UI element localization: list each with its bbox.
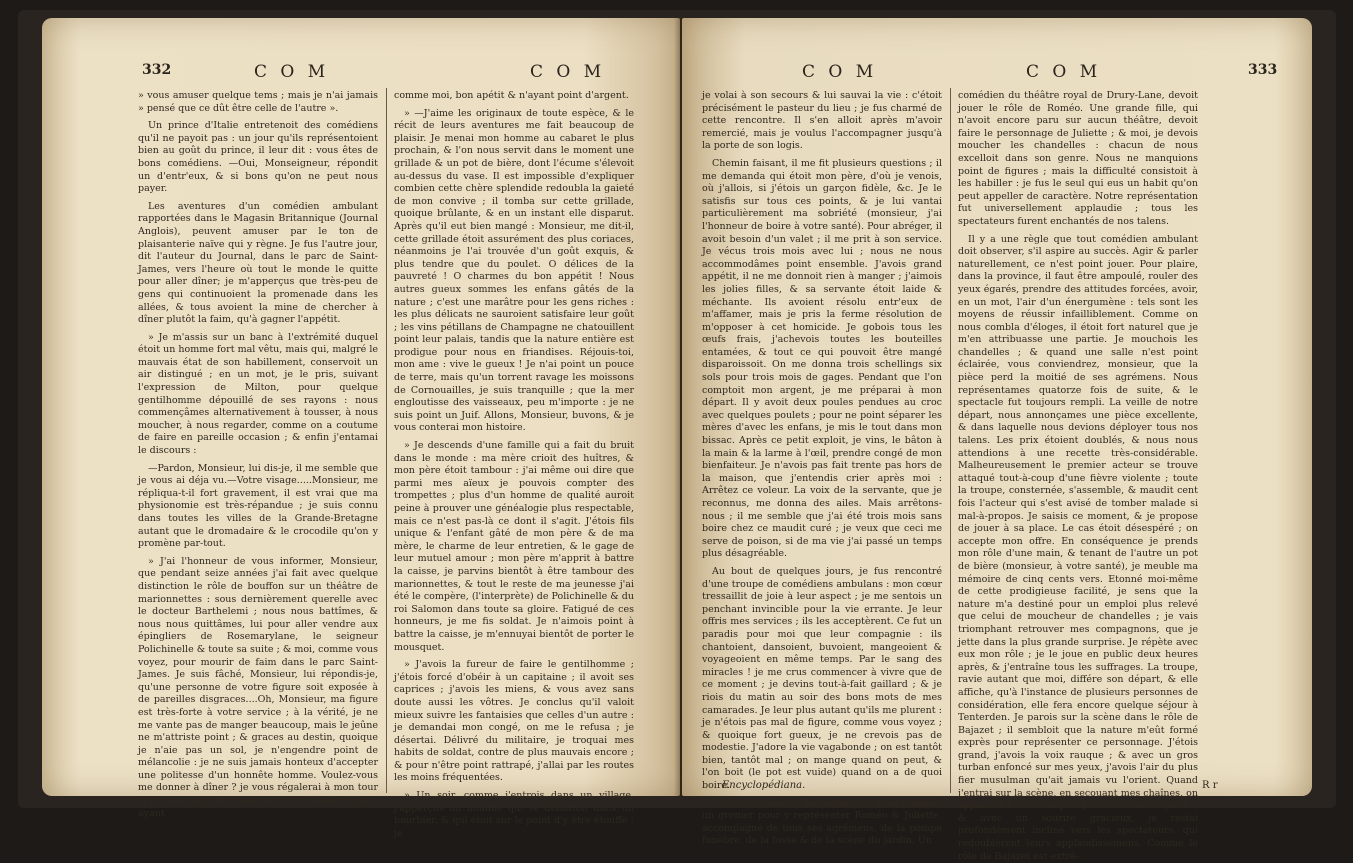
paragraph: » vous amuser quelque tems ; mais je n'ai jamais » pensé que ce dût être celle de l'autre ».: [138, 90, 378, 114]
left-page-column-1: [138, 90, 378, 819]
left-page-header: [42, 62, 680, 84]
catchword: Encyclopédiana.: [722, 780, 806, 791]
right-page-column-2: [958, 90, 1198, 862]
paragraph: comme moi, bon apétit & n'ayant point d'argent.: [394, 90, 629, 101]
right-page: [682, 18, 1312, 862]
paragraph: » J'ai l'honneur de vous informer, Monsieur, que pendant seize années j'ai fait avec quelque distinction le rôle de bouffon sur un théâtre de marionnettes : sous dernièrement querelle avec le docteur Barthelemi ; nous nous battîmes, & nous nous quittâmes, lui pour aller vendre aux épingliers de Rosemarylane, le seigneur Polichinelle & toute sa suite ; & moi, comme vous voyez, pour mourir de faim dans le parc Saint-James. Je suis fâché, Monsieur, lui répondis-je, qu'une personne de votre figure soit exposée à de pareilles disgraces....Oh, Monsieur, ma figure est très-forte à votre service ; à la vérité, je ne me vante pas de manger beaucoup, mais le jeûne ne m'attriste point ; & graces au destin, quoique je n'aie pas un sol, je n'engendre point de mélancolie : je ne suis jamais honteux d'accepter une politesse d'un honnête homme. Voulez-vous me donner à dîner ? je vous régalerai à mon tour si je vous rencontre une autre fois dans ce parc, ayant: [138, 555, 378, 819]
page-number: 332: [142, 62, 172, 78]
paragraph: » J'avois la fureur de faire le gentilhomme ; j'étois forcé d'obéir à un capitaine ; il avoit ses caprices ; j'avois les miens, & vous avez sans doute aussi les vôtres. Je conclus qu'il valoit mieux suivre les fantaisies que celles d'un autre : je demandai mon congé, on me le refusa ; je désertai. Délivré du militaire, je troquai mes habits de soldat, contre de plus mauvais encore ; & pour n'être point rattrapé, j'allai par les routes les moins fréquentées.: [394, 659, 634, 784]
paragraph: Au bout de quelques jours, je fus rencontré d'une troupe de comédiens ambulans : mon cœur tressaillit de joie à leur aspect ; je me sentois un penchant invincible pour la vie errante. Je leur offris mes services ; ils les acceptèrent. Ce fut un paradis pour moi que leur compagnie : ils chantoient, dansoient, buvoient, mangeoient & voyageoient en même temps. Par le sang des miracles ! je me crus commencer à vivre que de ce moment ; je devins tout-à-fait gaillard ; & je riois du matin au soir des bons mots de mes camarades. Je leur plus autant qu'ils me plurent : je n'étois pas mal de figure, comme vous voyez ; & quoique fort gueux, je ne crevois pas de modestie. J'adore la vie vagabonde ; on est tantôt bien, tantôt mal ; on mange quand on peut, & l'on boit (le pot est vuide) quand on a de quoi boire.: [702, 565, 942, 792]
paragraph: » —J'aime les originaux de toute espèce, & le récit de leurs aventures me fait beaucoup de plaisir. Je menai mon homme au cabaret le plus prochain, & l'on nous servit dans le moment une grillade & un pot de bière, dont l'écume s'élevoit au-dessus du vase. Il est impossible d'expliquer combien cette chère splendide redoubla la gaieté de mon convive ; il tomba sur cette grillade, quoique brûlante, & en un instant elle disparut. Après qu'il eut bien mangé : Monsieur, me dit-il, cette grillade étoit assurément des plus coriaces, néanmoins je l'ai trouvée d'un goût exquis, & plus tendre que du poulet. O délices de la pauvreté ! O charmes du bon appétit ! Nous autres gueux sommes les enfans gâtés de la nature ; c'est une marâtre pour les gens riches : les plus délicats ne sauroient satisfaire leur goût ; les vins pétillans de Champagne ne chatouillent point leur palais, tandis que la nature entière est prodigue pour nous en friandises. Réjouis-toi, mon ame : vive le gueux ! Je n'ai point un pouce de terre, mais qu'un torrent ravage les moissons de Cornouailles, je suis tranquille ; que la mer engloutisse des vaisseaux, peu m'importe : je ne suis point un Juif. Allons, Monsieur, buvons, & je vous conterai mon histoire.: [394, 107, 634, 434]
paragraph: » Je m'assis sur un banc à l'extrémité duquel étoit un homme fort mal vêtu, mais qui, malgré le mauvais état de son habillement, conservoit un air distingué ; en un mot, je le pris, suivant l'expression de Milton, pour quelque gentilhomme dépouillé de ses rayons : nous commençâmes alternativement à tousser, à nous moucher, à nous regarder, comme on a coutume de faire en pareille occasion ; & enfin j'entamai le discours :: [138, 331, 378, 457]
running-head: C O M: [254, 62, 330, 82]
right-page-header: [682, 62, 1312, 84]
column-divider: [386, 88, 387, 793]
paragraph: Chemin faisant, il me fit plusieurs questions ; il me demanda qui étoit mon père, d'où je venois, où j'allois, si j'étois un garçon fidèle, &c. Je le satisfis sur tous ces points, & je lui vantai particulièrement ma sobriété (monsieur, j'ai l'honneur de boire à votre santé). Pour abréger, il avoit besoin d'un valet ; il me prit à son service. Je vécus trois mois avec lui ; nous ne nous accommodâmes point ensemble. J'avois grand appétit, il ne me donnoit rien à manger ; j'aimois les jolies filles, & sa servante étoit laide & méchante. Ils avoient résolu entr'eux de m'affamer, mais je pris la ferme résolution de m'opposer à cet homicide. Je gobois tous les œufs frais, j'achevois toutes les bouteilles entamées, & tout ce qui pouvoit être mangé disparoissoit. On me donna trois schellings six sols pour trois mois de gages. Pendant que l'on comptoit mon argent, je me préparai à mon départ. Il y avoit deux poules pendues au croc avec quelques poulets ; pour ne point séparer les mères d'avec les enfans, je mis le tout dans mon bissac. Après ce petit exploit, je vins, le bâton à la main & la larme à l'œil, prendre congé de mon bienfaiteur. Je n'avois pas fait trente pas hors de la maison, que j'entendis crier après moi : Arrêtez ce voleur. La voix de la servante, que je reconnus, me donna des ailes. Mais arrêtons-nous ; il me semble que j'ai été trois mois sans boire chez ce maudit curé ; je veux que ceci me serve de poison, si de ma vie j'ai passé un temps plus désagréable.: [702, 157, 942, 560]
running-head: C O M: [1026, 62, 1102, 82]
signature-mark: R r: [1202, 780, 1218, 791]
paragraph: —Pardon, Monsieur, lui dis-je, il me semble que je vous ai déja vu.—Votre visage.....Monsieur, me répliqua-t-il fort gravement, il est vrai que ma physionomie est très-répandue ; je suis connu dans toutes les villes de la Grande-Bretagne autant que le dromadaire & le crocodile qu'on y promène par-tout.: [138, 462, 378, 550]
paragraph: » Un soir, comme j'entrois dans un village, j'apperçus un homme qui se débattoit dans un bourbier, & qui étoit sur le point d'y être étouffé ; je: [394, 790, 634, 839]
column-divider: [950, 88, 951, 793]
paragraph: je volai à son secours & lui sauvai la vie : c'étoit précisément le pasteur du lieu ; je fus charmé de cette rencontre. Il s'en alloit après m'avoir remercié, mais je voulus l'accompagner jusqu'à la porte de son logis.: [702, 90, 942, 152]
page-number: 333: [1248, 62, 1278, 78]
paragraph: Nous arrivâmes à Tenterden, où nous louâmes un grenier pour y représenter Roméo & Juliette, accompagné de tous ses agrémens, de la pompe funèbre, de la fosse & de la scène du jardin. Un: [702, 797, 942, 847]
left-page: [42, 18, 680, 839]
running-head: C O M: [530, 62, 606, 82]
open-book: [18, 10, 1336, 862]
paragraph: Un prince d'Italie entretenoit des comédiens qu'il ne payoit pas : un jour qu'ils représentoient bien au goût du prince, il leur dit : vous êtes de bons comédiens. —Oui, Monseigneur, répondit un d'entr'eux, & si bons qu'on ne peut nous payer.: [138, 120, 378, 195]
running-head: C O M: [802, 62, 878, 82]
left-page-column-2: [394, 90, 634, 839]
paragraph: Les aventures d'un comédien ambulant rapportées dans le Magasin Britannique (Journal Anglois), peuvent amuser par le ton de plaisanterie naïve qui y règne. Je fus l'autre jour, dit l'auteur du Journal, dans le parc de Saint-James, vers l'heure où tout le monde le quitte pour aller dîner; je m'apperçus que très-peu de gens qui continuoient la promenade dans les allées, & tous avoient la mine de chercher à dîner plutôt la faim, qu'à gagner l'appétit.: [138, 200, 378, 326]
paragraph: » Je descends d'une famille qui a fait du bruit dans le monde : ma mère crioit des huîtres, & mon père étoit tambour : j'ai même oui dire que parmi mes aïeux je pouvois compter des trompettes ; plus d'un homme de qualité auroit peine à prouver une généalogie plus respectable, mais ce n'est pas-là ce dont il s'agit. J'étois fils unique & l'enfant gâté de mon père & de ma mère, le charme de leur entretien, & le gage de leur mutuel amour ; mon père m'apprit à battre la caisse, je parvins bientôt à être tambour des marionnettes, & tout le reste de ma jeunesse j'ai été le compère, (l'interprète) de Polichinelle & du roi Salomon dans toute sa gloire. Fatigué de ces honneurs, je me fis soldat. Je n'aimois point à battre la caisse, je m'ennuyai bientôt de porter le mousquet.: [394, 440, 634, 653]
paragraph: Il y a une règle que tout comédien ambulant doit observer, s'il aspire au succès. Agir & parler naturellement, ce n'est point jouer. Pour plaire, dans la province, il faut être ampoulé, rouler des yeux égarés, prendre des attitudes forcées, avoir, en un mot, l'air d'un énergumène : tels sont les moyens de réussir infailliblement. Comme on nous combla d'éloges, il étoit fort naturel que je m'en attribuasse une partie. Je mouchois les chandelles ; & quand une salle n'est point éclairée, vous conviendrez, monsieur, que la pièce perd la moitié de ses agrémens. Nous représentames quatorze fois de suite, & le spectacle fut toujours rempli. La veille de notre départ, nous annonçames une pièce excellente, & dans laquelle nous devions déployer tous nos talens. Les prix étoient doublés, & nous nous attendions à une recette très-considérable. Malheureusement le premier acteur se trouve attaqué tout-à-coup d'une fièvre violente ; toute la troupe, consternée, s'assemble, & maudit cent fois l'acteur qui s'est avisé de tomber malade si mal-à-propos. Je saisis ce moment, & je propose de jouer à sa place. Le cas étoit désespéré ; on accepte mon offre. En conséquence je prends mon rôle d'une main, & tenant de l'autre un pot de bière (monsieur, à votre santé), je meuble ma mémoire de cinq cents vers. Etonné moi-même de cette prodigieuse facilité, je sens que la nature m'a destiné pour un emploi plus relevé que celui de moucheur de chandelles ; je vais triomphant retrouver mes compagnons, que je jette dans la plus grande surprise. Je répète avec eux mon rôle ; je le joue en public deux heures après, & j'entraîne tous les suffrages. La troupe, ravie autant que moi, différe son départ, & elle affiche, qu'à l'instance de plusieurs personnes de considération, elle fera encore quelque séjour à Tenterden. Je parois sur la scène dans le rôle de Bajazet ; il sembloit que la nature m'eût formé exprès pour représenter ce personnage. J'étois grand, j'avois la voix rauque ; & avec un gros turban enfoncé sur mes yeux, j'avois l'air du plus fier musulman qu'ait jamais vu l'orient. Quand j'entrai sur la scène, en secouant mes chaînes, on applaudit à tout rompre. J'adoucis mes regards ; & avec un sourire gracieux, je restai profondément incliné vers les spectateurs, qui redoublèrent leurs applaudissemens. Comme le rôle de Bajazet est extrê-: [958, 233, 1198, 862]
paragraph: comédien du théâtre royal de Drury-Lane, devoit jouer le rôle de Roméo. Une grande fille, qui n'avoit encore paru sur aucun théâtre, devoit faire le personnage de Juliette ; & moi, je devois moucher les chandelles : chacun de nous excelloit dans son genre. Nous ne manquions point de figures ; mais la difficulté consistoit à les habiller : je fus le seul qui eus un habit qu'on peut appeller de caractère. Notre représentation fut universellement applaudie ; tous les spectateurs furent enchantés de nos talens.: [958, 90, 1198, 227]
